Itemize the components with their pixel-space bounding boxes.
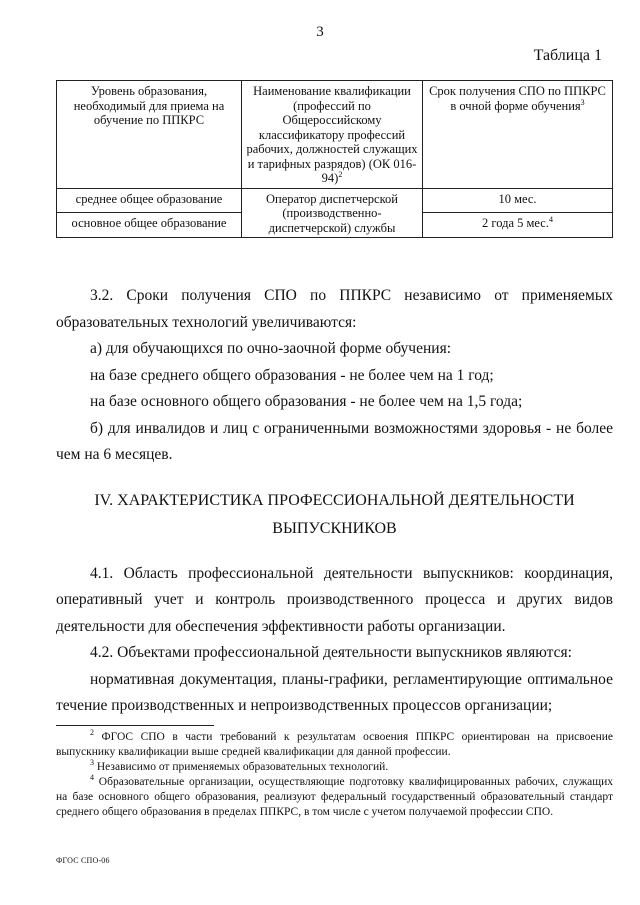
education-level-cell: основное общее образование [57, 213, 242, 238]
study-term-text: 2 года 5 мес. [482, 216, 549, 231]
qualification-table [56, 80, 613, 238]
footnote-mark: 4 [90, 773, 94, 783]
paragraph-basic-base: на базе основного общего образования - не более чем на 1,5 года; [90, 393, 523, 410]
footnote-text: Образовательные организации, осуществляющие подготовку квалифицированных рабочих, служащих на базе основного общего образования, реализуют федеральный государственный образовательный стандарт среднего общего образования в пределах ППКРС, в том числе с учетом получаемой профессии СПО. [56, 776, 613, 818]
table-row [57, 188, 613, 213]
header-education-level-text: Уровень образования, необходимый для приема на обучение по ППКРС [73, 84, 225, 127]
spacer [56, 543, 613, 561]
body-text [56, 283, 613, 720]
footnotes [56, 730, 613, 820]
paragraph-objects: нормативная документация, планы-графики, регламентирующие оптимальное течение производственных и непроизводственных процессов организации; [56, 670, 613, 714]
footnote-ref-4: 4 [548, 215, 553, 225]
paragraph-secondary-base: на базе среднего общего образования - не более чем на 1 год; [90, 366, 494, 384]
table-caption: Таблица 1 [533, 47, 602, 64]
study-term-cell [423, 213, 613, 238]
header-qualification-name [242, 81, 423, 189]
qualification-cell: Оператор диспетчерской (производственно-диспетчерской) службы [242, 188, 423, 238]
paragraph-item-b: б) для инвалидов и лиц с ограниченными возможностями здоровья - не более чем на 6 месяцев. [56, 419, 613, 463]
header-qualification-name-text: Наименование квалификации (профессий по Общероссийскому классификатору профессий рабочих, должностей служащих и тарифных разрядов) (ОК 016-94) [246, 84, 418, 185]
page-number: 3 [316, 24, 324, 40]
table-header-row [57, 81, 613, 189]
footnote-text: Независимо от применяемых образовательных технологий. [94, 761, 389, 773]
paragraph-item-a: а) для обучающихся по очно-заочной форме обучения: [90, 340, 452, 357]
footnote-mark: 3 [90, 758, 94, 768]
footnote-4 [56, 775, 613, 820]
study-term-cell: 10 мес. [423, 188, 613, 213]
footnote-text: ФГОС СПО в части требований к результатам освоения ППКРС ориентирован на присвоение выпускнику квалификации выше средней квалификации для данной профессии. [56, 731, 613, 758]
footnote-ref-3: 3 [580, 97, 585, 107]
footnote-ref-2: 2 [338, 169, 343, 179]
header-education-level [57, 81, 242, 189]
paragraph-4-2: 4.2. Объектами профессиональной деятельности выпускников являются: [90, 644, 572, 661]
footnote-mark: 2 [90, 728, 94, 738]
footnote-3 [56, 760, 613, 775]
footnote-divider [56, 725, 214, 726]
document-code-footer: ФГОС СПО-06 [56, 856, 110, 865]
paragraph-3-2: 3.2. Сроки получения СПО по ППКРС независимо от применяемых образовательных технологий увеличиваются: [56, 287, 613, 331]
footnote-2 [56, 730, 613, 760]
spacer [56, 469, 613, 487]
header-study-term-text: Срок получения СПО по ППКРС в очной форме обучения [429, 84, 606, 113]
paragraph-4-1: 4.1. Область профессиональной деятельности выпускников: координация, оперативный учет и контроль производственного процесса и других видов деятельности для обеспечения эффективности работы организации. [56, 564, 613, 635]
section-heading: IV. ХАРАКТЕРИСТИКА ПРОФЕССИОНАЛЬНОЙ ДЕЯТЕЛЬНОСТИ ВЫПУСКНИКОВ [94, 491, 575, 537]
education-level-cell: среднее общее образование [57, 188, 242, 213]
header-study-term [423, 81, 613, 189]
